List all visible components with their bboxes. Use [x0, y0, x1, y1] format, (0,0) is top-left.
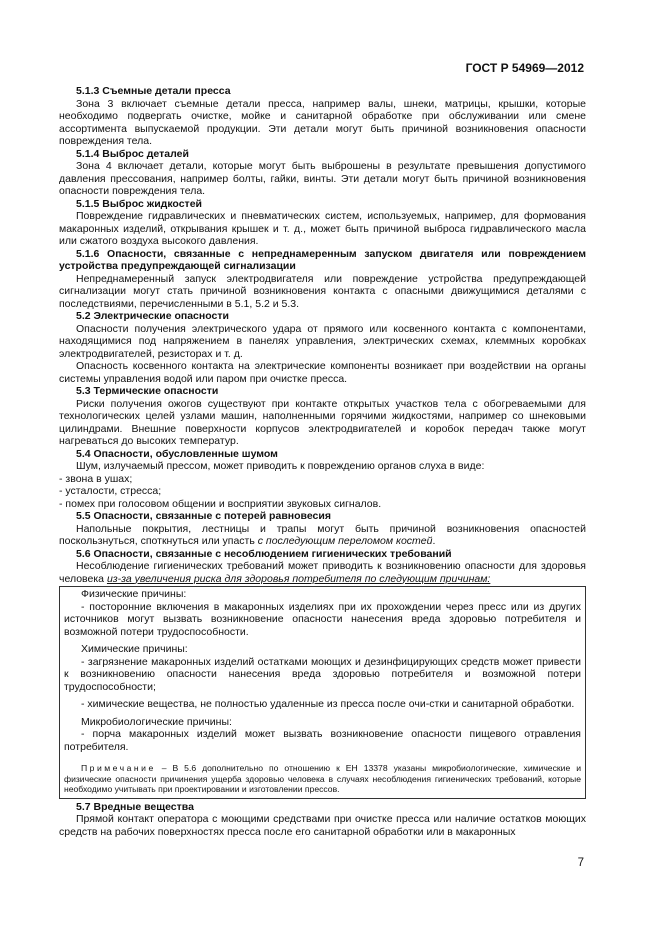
note [64, 763, 581, 795]
physical-causes-text: - посторонние включения в макаронных изделиях при их прохождении через пресс или из других источников могут вызвать возникновение опасности нанесения вреда здоровью потребителя и возможной потери трудоспособности. [64, 600, 581, 638]
section-5-1-5-title: 5.1.5 Выброс жидкостей [76, 197, 202, 210]
section-5-6-text [59, 560, 586, 585]
standard-number: ГОСТ Р 54969—2012 [465, 61, 584, 75]
physical-causes-title: Физические причины: [81, 588, 187, 600]
list-item: - помех при голосовом общении и восприятии звуковых сигналов. [59, 497, 382, 510]
section-5-5-text [59, 523, 586, 548]
chemical-causes-text-1: - загрязнение макаронных изделий остатками моющих и дезинфицирующих средств может привести к возникновению опасности нанесения вреда здоровью потребителя и возможной потери трудоспособности; [64, 655, 581, 693]
section-5-5-text-end: . [432, 535, 436, 547]
page-number: 7 [577, 857, 584, 869]
section-5-2-text-1: Опасности получения электрического удара от прямого или косвенного контакта с компонентами, находящимися под напряжением в панелях управления, электрических схемах, клеммных коробках электродвигателей, резисторах и т. д. [59, 322, 586, 360]
section-5-1-4-title: 5.1.4 Выброс деталей [76, 147, 189, 160]
note-label: Примечание [81, 763, 156, 773]
section-5-1-6-text: Непреднамеренный запуск электродвигателя или повреждение устройства предупреждающей сигнализации могут стать причиной возникновения контакта с опасными движущимися деталями с последствиями, перечисленными в 5.1, 5.2 и 5.3. [59, 272, 586, 310]
section-5-6-title: 5.6 Опасности, связанные с несоблюдением гигиенических требований [76, 547, 452, 560]
section-5-3-title: 5.3 Термические опасности [76, 385, 219, 397]
section-5-7-text: Прямой контакт оператора с моющими средствами при очистке пресса или наличие остатков моющих средств на рабочих поверхностях пресса после его санитарной обработки или в макаронных [59, 813, 586, 838]
section-5-5-text-italic: с последующим переломом костей [254, 535, 433, 547]
list-item: - звона в ушах; [59, 472, 133, 485]
list-item: - усталости, стресса; [59, 485, 162, 497]
section-5-5-title: 5.5 Опасности, связанные с потерей равновесия [76, 510, 331, 522]
chemical-causes-text-2: - химические вещества, не полностью удаленные из пресса после очи-стки и санитарной обработки. [81, 698, 575, 710]
document-body [59, 85, 586, 838]
section-5-6-text-main: Несоблюдение гигиенических требований может приводить к возникновению опасности для здоровья человека [59, 560, 586, 585]
section-5-5-text-main: Напольные покрытия, лестницы и трапы могут быть причиной возникновения опасностей поскользнуться, споткнуться или упасть [59, 522, 586, 547]
section-5-3-text: Риски получения ожогов существуют при контакте открытых участков тела с обогреваемыми для технологических целей узлами машин, наполненными горячими жидкостями, например со шнековыми цилиндрами. Внешние поверхности корпусов электродвигателей и коробок передач также могут нагреваться до высоких температур. [59, 397, 586, 447]
note-text: – В 5.6 дополнительно по отношению к ЕН 13378 указаны микробиологические, химические и физические опасности причинения ущерба здоровью человека в случаях несоблюдения гигиенических требований, которые необходимо учитывать при проектировании и изготовлении прессов. [64, 763, 581, 794]
section-5-1-4-text: Зона 4 включает детали, которые могут быть выброшены в результате превышения допустимого давления прессования, например болты, гайки, винты. Эти детали могут быть причиной возникновения опасности повреждения тела. [59, 160, 586, 197]
section-5-2-title: 5.2 Электрические опасности [76, 310, 229, 322]
chemical-causes-title: Химические причины: [81, 643, 188, 655]
section-5-2-text-2: Опасность косвенного контакта на электрические компоненты возникает при воздействии на органы системы управления водой или паром при очистке пресса. [59, 360, 586, 385]
microbiological-causes-title: Микробиологические причины: [81, 715, 232, 728]
section-5-1-6-title: 5.1.6 Опасности, связанные с непреднамеренным запуском двигателя или повреждением устройства предупреждающей сигнализации [59, 247, 586, 272]
section-5-4-text: Шум, излучаемый прессом, может приводить к повреждению органов слуха в виде: [76, 460, 485, 472]
section-5-1-3-text: Зона 3 включает съемные детали пресса, например валы, шнеки, матрицы, крышки, которые необходимо подвергать очистке, мойке и санитарной обработке при обслуживании или смене ассортимента выпускаемой продукции. Эти детали могут быть причиной возникновения опасности повреждения тела. [59, 97, 586, 147]
section-5-1-3-title: 5.1.3 Съемные детали пресса [76, 85, 231, 97]
microbiological-causes-text: - порча макаронных изделий может вызвать возникновение опасности пищевого отравления потребителя. [64, 728, 581, 753]
section-5-7-title: 5.7 Вредные вещества [76, 800, 194, 813]
section-5-1-5-text: Повреждение гидравлических и пневматических систем, используемых, например, для формования макаронных изделий, открывания крышек и т. д., может быть причиной выброса гидравлического масла или сжатого воздуха высокого давления. [59, 210, 586, 247]
hygiene-causes-box [59, 586, 586, 799]
section-5-4-title: 5.4 Опасности, обусловленные шумом [76, 447, 278, 460]
section-5-6-text-underlined: из-за увеличения риска для здоровья потребителя по следующим причинам: [106, 572, 491, 585]
